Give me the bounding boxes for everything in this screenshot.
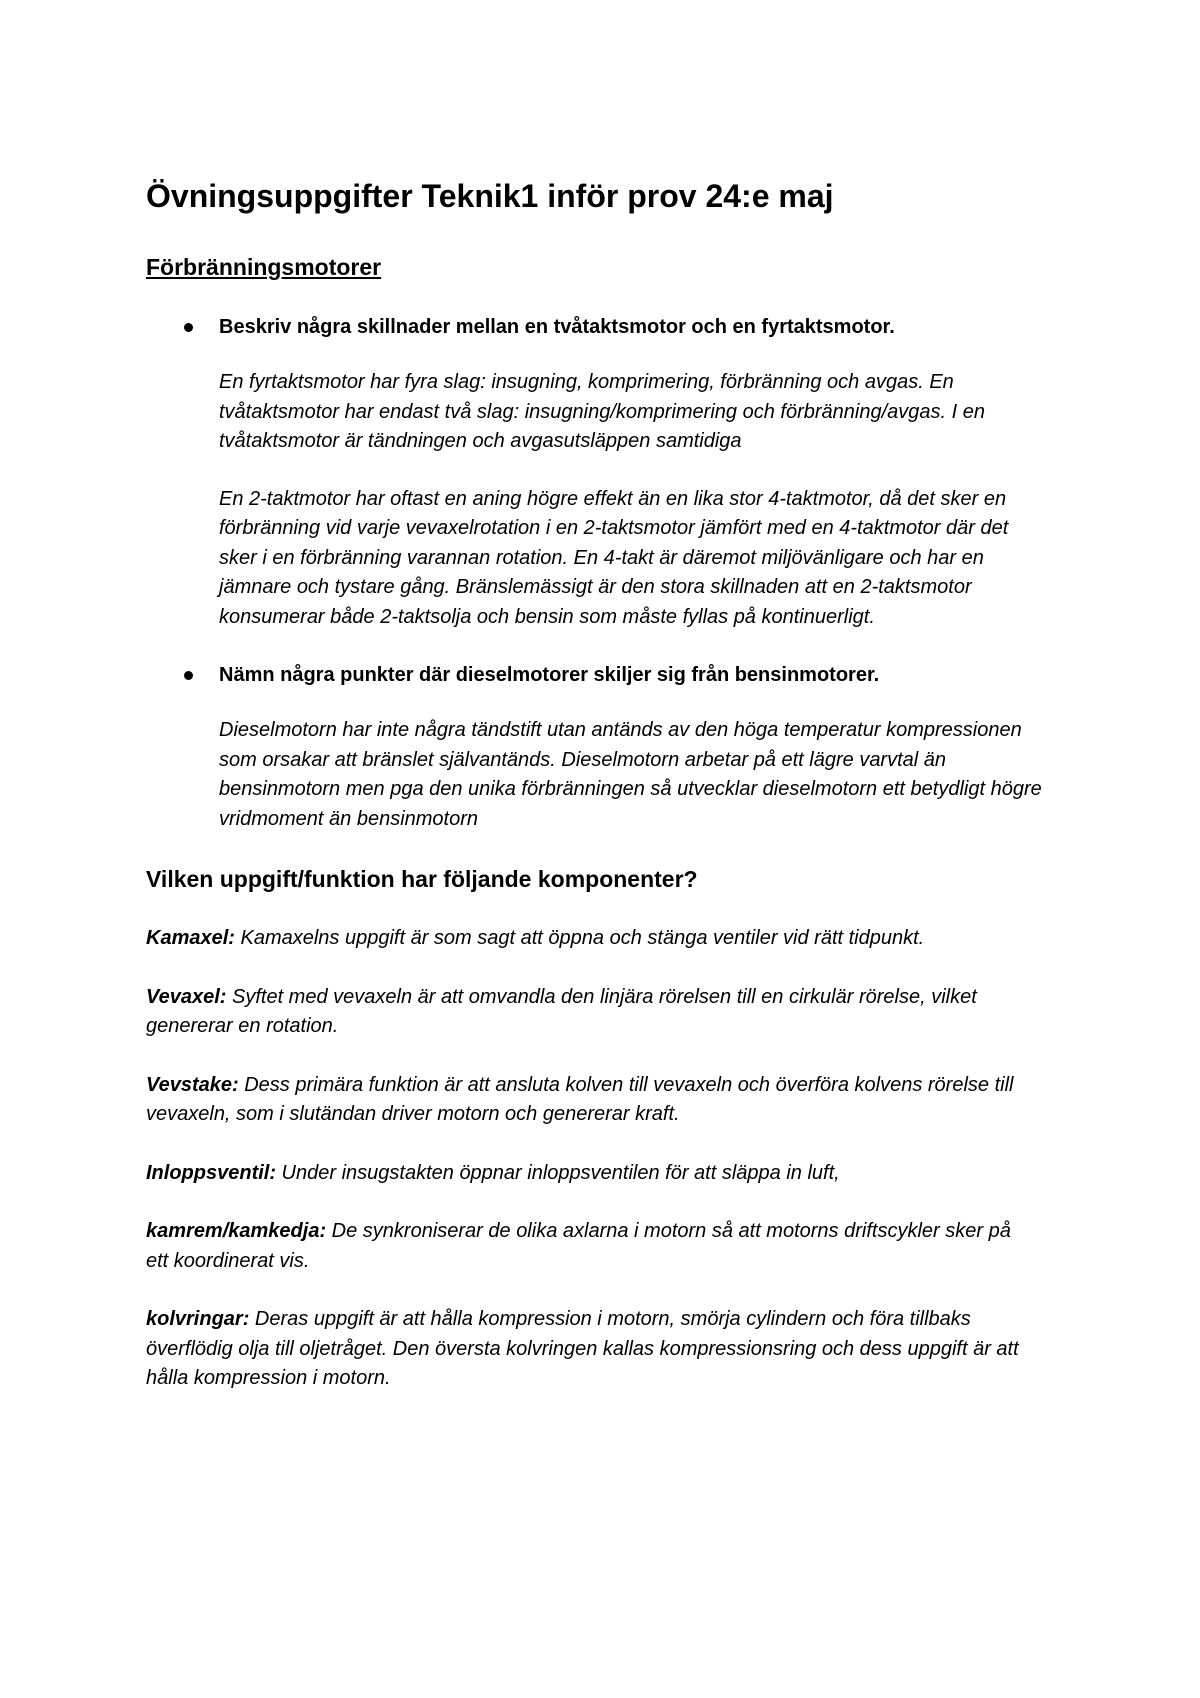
component-term: Vevstake: — [146, 1073, 239, 1096]
component-entry-connecting-rod — [146, 1071, 1066, 1130]
section-heading-components: Vilken uppgift/funktion har följande komponenter? — [146, 866, 698, 892]
answer-paragraph: Dieselmotorn har inte några tändstift utan antänds av den höga temperatur kompressionen som orsakar att bränslet självantänds. Dieselmotorn arbetar på ett lägre varvtal än bensinmotorn men pga den unika förbränningen så utvecklar dieselmotorn ett betydligt högre vridmoment än bensinmotorn — [219, 719, 1042, 830]
answer-paragraph: En 2-taktmotor har oftast en aning högre effekt än en lika stor 4-taktmotor, då det sker en förbränning vid varje vevaxelrotation i en 2-taktsmotor jämfört med en 4-taktmotor där det sker i en förbränning varannan rotation. En 4-takt är däremot miljövänligare och har en jämnare och tystare gång. Bränslemässigt är den stora skillnaden att en 2-taktsmotor konsumerar både 2-taktsolja och bensin som måste fyllas på kontinuerligt. — [219, 487, 1009, 628]
question-item — [146, 660, 1066, 690]
component-term: Kamaxel: — [146, 927, 235, 949]
answer-paragraph: En fyrtaktsmotor har fyra slag: insugning, komprimering, förbränning och avgas. En tvåtaktsmotor har endast två slag: insugning/komprimering och förbränning/avgas. I en tvåtaktsmotor är tändningen och avgasutsläppen samtidiga — [219, 371, 985, 452]
component-description: Syftet med vevaxeln är att omvandla den linjära rörelsen till en cirkulär rörelse, vilket genererar en rotation. — [146, 985, 977, 1037]
component-term: kolvringar: — [146, 1308, 250, 1330]
component-description: De synkroniserar de olika axlarna i motorn så att motorns driftscykler sker på ett koordinerat vis. — [146, 1220, 1011, 1272]
bullet-icon — [184, 323, 193, 332]
component-term: kamrem/kamkedja: — [146, 1220, 327, 1242]
component-entry-crankshaft — [146, 983, 1066, 1042]
component-description: Under insugstakten öppnar inloppsventilen för att släppa in luft, — [276, 1161, 840, 1184]
component-term: Inloppsventil: — [146, 1161, 276, 1184]
question-item — [146, 312, 1066, 342]
question-text: Beskriv några skillnader mellan en tvåtaktsmotor och en fyrtaktsmotor. — [219, 316, 895, 338]
document-content — [146, 176, 1066, 1423]
component-entry-timing-belt — [146, 1217, 1066, 1276]
component-description: Dess primära funktion är att ansluta kolven till vevaxeln och överföra kolvens rörelse till vevaxeln, som i slutändan driver motorn och genererar kraft. — [146, 1073, 1014, 1125]
bullet-icon — [184, 671, 193, 680]
component-description: Kamaxelns uppgift är som sagt att öppna och stänga ventiler vid rätt tidpunkt. — [234, 927, 925, 949]
component-entry-camshaft — [146, 924, 1066, 954]
component-term: Vevaxel: — [146, 985, 227, 1008]
component-description: Deras uppgift är att hålla kompression i motorn, smörja cylindern och föra tillbaks överflödig olja till oljetråget. Den översta kolvringen kallas kompressionsring och dess uppgift är att hålla kompression i motorn. — [146, 1308, 1019, 1389]
component-entry-intake-valve — [146, 1159, 1066, 1189]
question-text: Nämn några punkter där dieselmotorer skiljer sig från bensinmotorer. — [219, 664, 880, 686]
document-title: Övningsuppgifter Teknik1 inför prov 24:e maj — [146, 178, 834, 214]
component-entry-piston-rings — [146, 1305, 1066, 1394]
section-heading-combustion-engines: Förbränningsmotorer — [146, 254, 382, 280]
